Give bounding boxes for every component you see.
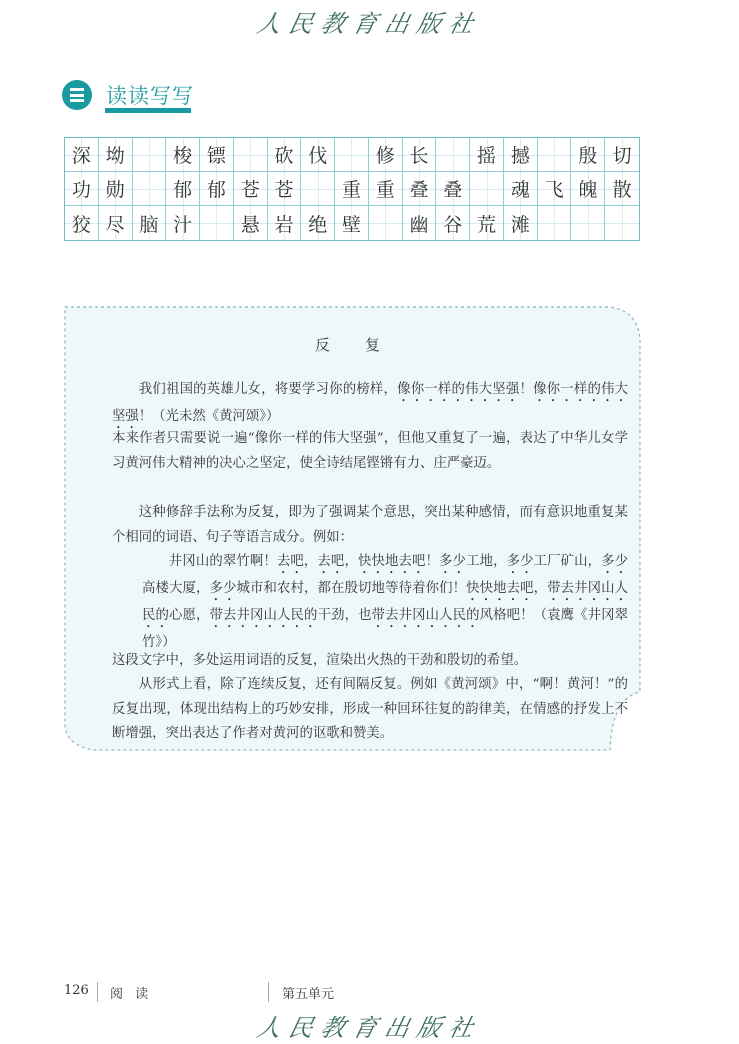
grid-cell [65, 172, 99, 206]
grid-character: 绝 [308, 213, 328, 236]
emphasized-text: 带去井冈山人民的 [142, 581, 629, 623]
grid-cell [200, 206, 234, 240]
text-segment: 风格吧！（袁鹰《井冈翠竹》） [142, 608, 629, 650]
grid-character: 散 [612, 179, 632, 201]
page-number: 126 [64, 983, 89, 998]
emphasized-text: 快快地去吧 [357, 554, 426, 569]
grid-cell [301, 138, 335, 172]
text-segment: 心愿， [169, 608, 210, 623]
grid-character: 汁 [173, 213, 193, 236]
grid-cell [470, 172, 504, 206]
grid-cell [166, 206, 200, 240]
grid-character: 魄 [578, 179, 598, 201]
emphasized-text: 像你一样的伟大坚强 [397, 382, 520, 397]
text-segment: 城市和农村，都在殷切地等待着你们！ [236, 581, 467, 596]
grid-cell [504, 138, 538, 172]
grid-character: 幽 [409, 213, 429, 236]
grid-cell [234, 206, 268, 240]
grid-cell [369, 206, 403, 240]
grid-cell [166, 138, 200, 172]
paragraph-explanation-1 [112, 427, 628, 476]
grid-character: 尽 [105, 213, 125, 236]
paragraph-quote [142, 550, 628, 656]
emphasized-text: 多少 [506, 554, 534, 569]
grid-cell [268, 206, 302, 240]
word-grid [64, 137, 640, 241]
publisher-logo-bottom: 人民教育出版社 [253, 1014, 484, 1042]
grid-cell [470, 206, 504, 240]
footer-divider [268, 982, 269, 1002]
text-segment: 我们祖国的英雄儿女，将要学习你的榜样， [138, 382, 398, 397]
grid-character: 勋 [105, 179, 125, 201]
grid-character: 撼 [510, 145, 530, 167]
grid-cell [436, 172, 470, 206]
grid-cell [268, 172, 302, 206]
grid-cell [605, 206, 639, 240]
grid-character: 摇 [477, 145, 497, 167]
grid-cell [538, 206, 572, 240]
grid-cell [403, 138, 437, 172]
grid-cell [133, 138, 167, 172]
grid-cell [504, 206, 538, 240]
grid-cell [335, 206, 369, 240]
grid-character: 壁 [341, 213, 361, 236]
emphasized-text: 去吧 [317, 554, 345, 569]
grid-cell [335, 172, 369, 206]
grid-character: 脑 [139, 213, 159, 236]
grid-cell [403, 206, 437, 240]
text-segment: 干劲，也 [317, 608, 372, 623]
grid-character: 飞 [544, 179, 564, 201]
grid-cell [65, 206, 99, 240]
grid-character: 郁 [173, 179, 193, 201]
text-segment: 井冈山的翠竹啊！ [168, 554, 277, 569]
grid-cell [504, 172, 538, 206]
paragraph-definition [112, 501, 628, 550]
grid-character: 重 [341, 179, 361, 201]
paragraph-explanation-2 [112, 649, 628, 674]
grid-character: 修 [375, 145, 395, 167]
grid-character: 叠 [409, 179, 429, 201]
section-underline [105, 108, 191, 113]
grid-cell [403, 172, 437, 206]
grid-cell [436, 206, 470, 240]
text-segment: ， [533, 581, 548, 596]
text-segment: 这种修辞手法称为反复，即为了强调某个意思，突出某种感情，而有意识地重复某个相同的词语、句子等语言成分。例如： [112, 505, 628, 545]
grid-cell [369, 172, 403, 206]
note-box-title: 反 复 [314, 336, 390, 354]
grid-cell [200, 138, 234, 172]
grid-character: 梭 [173, 145, 193, 167]
grid-character: 悬 [240, 213, 260, 236]
grid-character: 殷 [578, 145, 598, 167]
grid-character: 岩 [274, 213, 294, 236]
emphasized-text: 像你一样的伟大坚强 [112, 382, 629, 424]
text-segment: 本来作者只需要说一遍“像你一样的伟大坚强”，但他又重复了一遍，表达了中华儿女学习黄河伟大精神的决心之坚定，使全诗结尾铿锵有力、庄严豪迈。 [112, 431, 628, 471]
text-segment: 工厂矿山， [533, 554, 602, 569]
grid-cell [538, 172, 572, 206]
grid-character: 荒 [477, 213, 497, 236]
grid-cell [301, 206, 335, 240]
grid-character: 叠 [443, 179, 463, 201]
grid-cell [571, 206, 605, 240]
grid-character: 切 [612, 145, 632, 167]
grid-cell [335, 138, 369, 172]
grid-cell [99, 206, 133, 240]
grid-character: 狡 [71, 213, 91, 236]
grid-character: 伐 [308, 145, 328, 167]
text-segment: 高楼大厦， [142, 581, 210, 596]
grid-cell [301, 172, 335, 206]
emphasized-text: 去吧 [276, 554, 304, 569]
grid-cell [571, 172, 605, 206]
grid-cell [99, 172, 133, 206]
grid-cell [470, 138, 504, 172]
grid-cell [99, 138, 133, 172]
text-segment: 从形式上看，除了连续反复，还有间隔反复。例如《黄河颂》中，“啊！黄河！”的反复出现，体现出结构上的巧妙安排，形成一种回环往复的韵律美，在情感的抒发上不断增强，突出表达了作者对黄河的讴歌和赞美。 [112, 677, 628, 741]
emphasized-text: 多少 [601, 554, 629, 569]
grid-cell [133, 206, 167, 240]
grid-character: 砍 [274, 145, 294, 167]
grid-character: 深 [71, 145, 91, 167]
footer-unit: 第五单元 [282, 987, 335, 1002]
grid-character: 滩 [510, 213, 530, 236]
grid-cell [166, 172, 200, 206]
grid-cell [369, 138, 403, 172]
emphasized-text: 快快地去吧 [466, 581, 534, 596]
grid-cell [234, 138, 268, 172]
grid-cell [436, 138, 470, 172]
grid-character: 功 [71, 179, 91, 201]
grid-character: 谷 [443, 213, 463, 236]
grid-cell [605, 172, 639, 206]
text-segment: 工地， [466, 554, 507, 569]
grid-character: 魂 [510, 179, 530, 201]
grid-character: 坳 [105, 145, 125, 167]
emphasized-text: 带去井冈山人民的 [209, 608, 318, 623]
text-segment: 这段文字中，多处运用词语的反复，渲染出火热的干劲和殷切的希望。 [112, 653, 528, 668]
grid-cell [571, 138, 605, 172]
footer-section: 阅 读 [110, 987, 153, 1002]
grid-character: 苍 [240, 179, 260, 201]
paragraph-example-1 [112, 378, 628, 432]
text-segment: ！（光未然《黄河颂》） [138, 409, 280, 424]
emphasized-text: 带去井冈山人民的 [371, 608, 480, 623]
grid-character: 镖 [206, 145, 226, 167]
section-title: 读读写写 [106, 84, 194, 108]
grid-cell [65, 138, 99, 172]
grid-cell [133, 172, 167, 206]
grid-character: 苍 [274, 179, 294, 201]
publisher-logo-top: 人民教育出版社 [253, 10, 484, 38]
emphasized-text: 多少 [209, 581, 237, 596]
text-segment: ！ [519, 382, 534, 397]
grid-cell [605, 138, 639, 172]
grid-character: 长 [409, 145, 429, 167]
grid-cell [268, 138, 302, 172]
emphasized-text: 多少 [439, 554, 467, 569]
footer-divider [97, 982, 98, 1002]
paragraph-interval-repetition [112, 673, 628, 747]
note-box [64, 306, 641, 752]
text-segment: ！ [425, 554, 440, 569]
text-segment: ， [344, 554, 358, 569]
three-lines-icon [62, 80, 92, 110]
grid-character: 重 [375, 179, 395, 201]
grid-cell [538, 138, 572, 172]
grid-cell [234, 172, 268, 206]
text-segment: ， [303, 554, 318, 569]
grid-character: 郁 [206, 179, 226, 201]
grid-cell [200, 172, 234, 206]
